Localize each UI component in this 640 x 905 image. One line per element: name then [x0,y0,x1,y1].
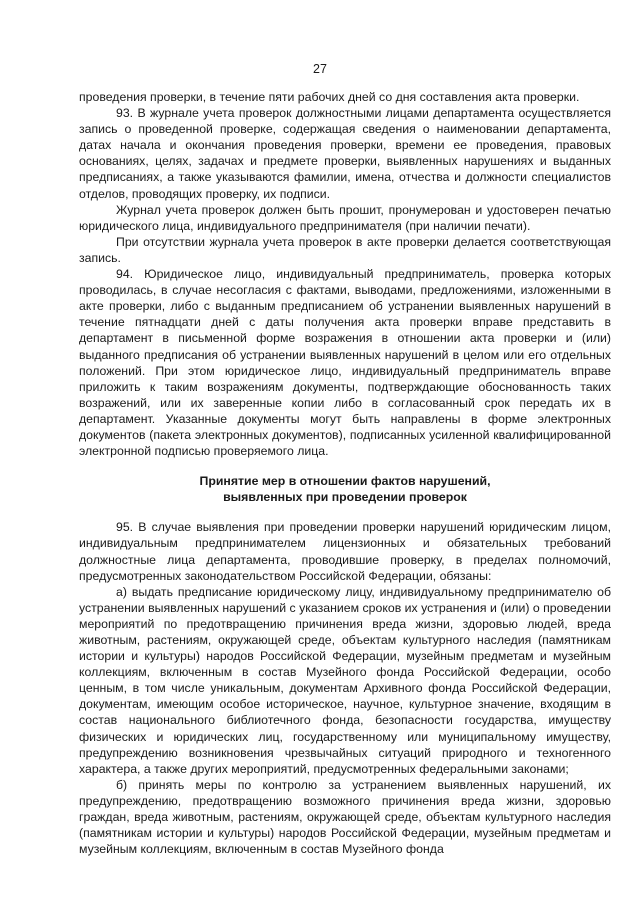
paragraph-continuation: проведения проверки, в течение пяти рабочих дней со дня составления акта проверки. [79,90,580,104]
page-number: 27 [313,62,327,76]
paragraph-no-journal: При отсутствии журнала учета проверок в акте проверки делается соответствующая запись. [79,234,611,265]
section-heading-line-1: Принятие мер в отношении фактов нарушений, [199,474,491,489]
document-body [79,89,611,857]
paragraph-journal: Журнал учета проверок должен быть прошит, пронумерован и удостоверен печатью юридического лица, индивидуального предпринимателя (при наличии печати). [79,202,611,233]
paragraph-94: 94. Юридическое лицо, индивидуальный предприниматель, проверка которых проводилась, в случае несогласия с фактами, выводами, предложениями, изложенными в акте проверки, либо с выданным предписанием об устранении выявленных нарушений в течение пятнадцати дней с даты получения акта проверки вправе представить в департамент в письменной форме возражения в отношении акта проверки и (или) выданного предписания об устранении выявленных нарушений в целом или его отдельных положений. При этом юридическое лицо, индивидуальный предприниматель вправе приложить к таким возражениям документы, подтверждающие обоснованность таких возражений, или их заверенные копии либо в согласованный срок передать их в департамент. Указанные документы могут быть направлены в форме электронных документов (пакета электронных документов), подписанных усиленной квалифицированной электронной подписью проверяемого лица. [79,267,611,459]
paragraph-93: 93. В журнале учета проверок должностными лицами департамента осуществляется запись о проведенной проверке, содержащая сведения о наименовании департамента, датах начала и окончания проведения проверки, времени ее проведения, правовых основаниях, целях, задачах и предмете проверки, выявленных нарушениях и выданных предписаниях, а также указываются фамилии, имена, отчества и должности специалистов отделов, проводящих проверку, их подписи. [79,106,611,201]
paragraph-95-b: б) принять меры по контролю за устранением выявленных нарушений, их предупреждению, предотвращению возможного причинения вреда жизни, здоровью граждан, вреда животным, растениям, окружающей среде, объектам культурного наследия (памятникам истории и культуры) народов Российской Федерации, музейным предметам и музейным коллекциям, включенным в состав Музейного фонда [79,777,611,857]
paragraph-95: 95. В случае выявления при проведении проверки нарушений юридическим лицом, индивидуальным предпринимателем лицензионных и обязательных требований должностные лица департамента, проводившие проверку, в пределах полномочий, предусмотренных законодательством Российской Федерации, обязаны: [79,520,611,583]
paragraph-95-a: а) выдать предписание юридическому лицу, индивидуальному предпринимателю об устранении выявленных нарушений с указанием сроков их устранения и (или) о проведении мероприятий по предотвращению причинения вреда жизни, здоровью людей, вреда животным, растениям, окружающей среде, объектам культурного наследия (памятникам истории и культуры) народов Российской Федерации, музейным предметам и музейным коллекциям, включенным в состав Музейного фонда Российской Федерации, особо ценным, в том числе уникальным, документам Архивного фонда Российской Федерации, документам, имеющим особое историческое, научное, культурное значение, входящим в состав национального библиотечного фонда, безопасности государства, имуществу физических и юридических лиц, государственному или муниципальному имуществу, предупреждению возникновения чрезвычайных ситуаций природного и техногенного характера, а также других мероприятий, предусмотренных федеральными законами; [79,584,611,776]
section-heading [79,473,611,505]
section-heading-line-2: выявленных при проведении проверок [223,490,467,505]
